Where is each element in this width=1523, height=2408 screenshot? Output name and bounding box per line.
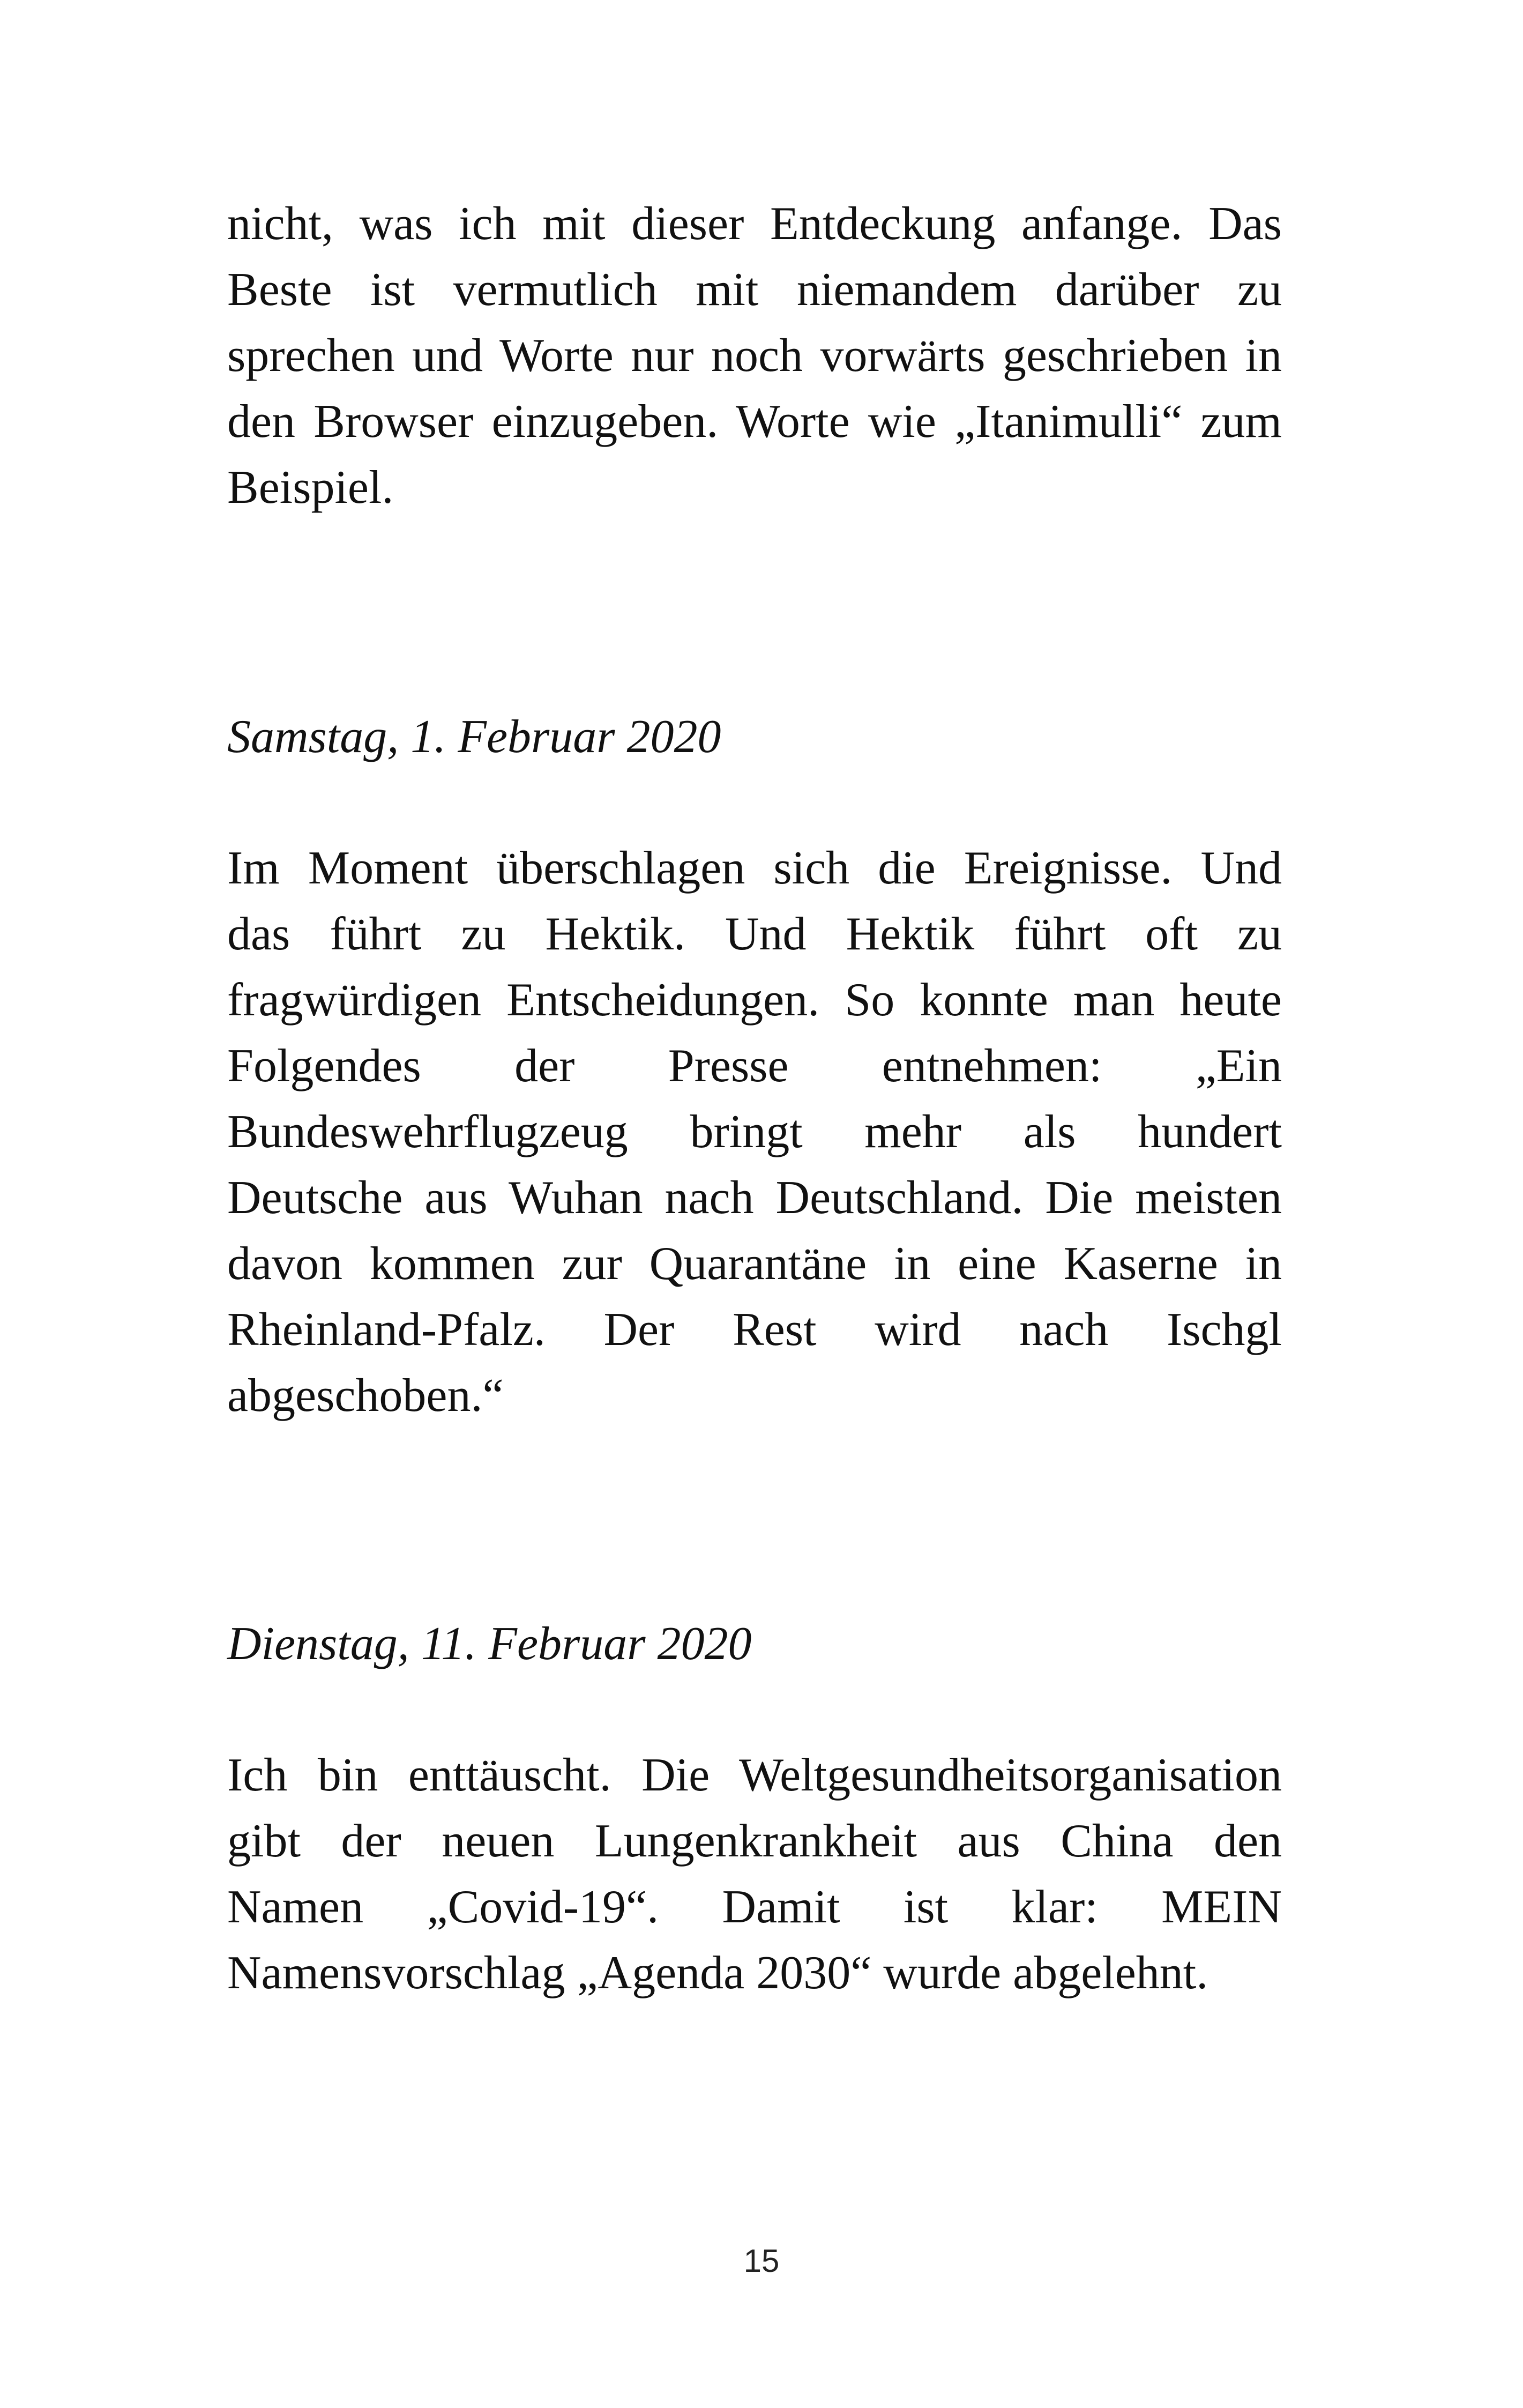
text-line: Bundeswehrflugzeug bringt mehr als hundert bbox=[227, 1106, 1282, 1158]
text-line: davon kommen zur Quarantäne in eine Kaserne in bbox=[227, 1238, 1282, 1290]
diary-entry-heading bbox=[227, 704, 1282, 770]
page-number: 15 bbox=[743, 2243, 780, 2279]
text-line: Beispiel. bbox=[227, 462, 394, 514]
text-line: gibt der neuen Lungenkrankheit aus China den bbox=[227, 1815, 1282, 1867]
text-line: Ich bin enttäuscht. Die Weltgesundheitsorganisation bbox=[227, 1749, 1282, 1801]
text-line: Deutsche aus Wuhan nach Deutschland. Die meisten bbox=[227, 1172, 1282, 1224]
text-line: den Browser einzugeben. Worte wie „Itanimulli“ zum bbox=[227, 396, 1282, 448]
entry-date: Dienstag, 11. Februar 2020 bbox=[227, 1618, 752, 1670]
paragraph-text bbox=[227, 1742, 1282, 2006]
diary-entry-body bbox=[227, 835, 1282, 1429]
paragraph-text bbox=[227, 191, 1282, 521]
text-line: Folgendes der Presse entnehmen: „Ein bbox=[227, 1040, 1282, 1092]
text-line: Rheinland-Pfalz. Der Rest wird nach Ischgl bbox=[227, 1304, 1282, 1356]
text-line: sprechen und Worte nur noch vorwärts geschrieben in bbox=[227, 330, 1282, 382]
text-line: abgeschoben.“ bbox=[227, 1370, 504, 1422]
text-line: Namen „Covid-19“. Damit ist klar: MEIN bbox=[227, 1881, 1282, 1933]
text-line: nicht, was ich mit dieser Entdeckung anfange. Das bbox=[227, 198, 1282, 250]
text-line: Namensvorschlag „Agenda 2030“ wurde abgelehnt. bbox=[227, 1947, 1208, 1999]
text-line: das führt zu Hektik. Und Hektik führt oft zu bbox=[227, 908, 1282, 960]
continuation-paragraph bbox=[227, 191, 1282, 521]
text-line: Beste ist vermutlich mit niemandem darüber zu bbox=[227, 264, 1282, 316]
entry-date: Samstag, 1. Februar 2020 bbox=[227, 711, 721, 763]
text-line: Im Moment überschlagen sich die Ereignisse. Und bbox=[227, 842, 1282, 894]
diary-entry-body bbox=[227, 1742, 1282, 2006]
diary-entry-heading bbox=[227, 1611, 1282, 1677]
text-line: fragwürdigen Entscheidungen. So konnte man heute bbox=[227, 974, 1282, 1026]
paragraph-text bbox=[227, 835, 1282, 1429]
